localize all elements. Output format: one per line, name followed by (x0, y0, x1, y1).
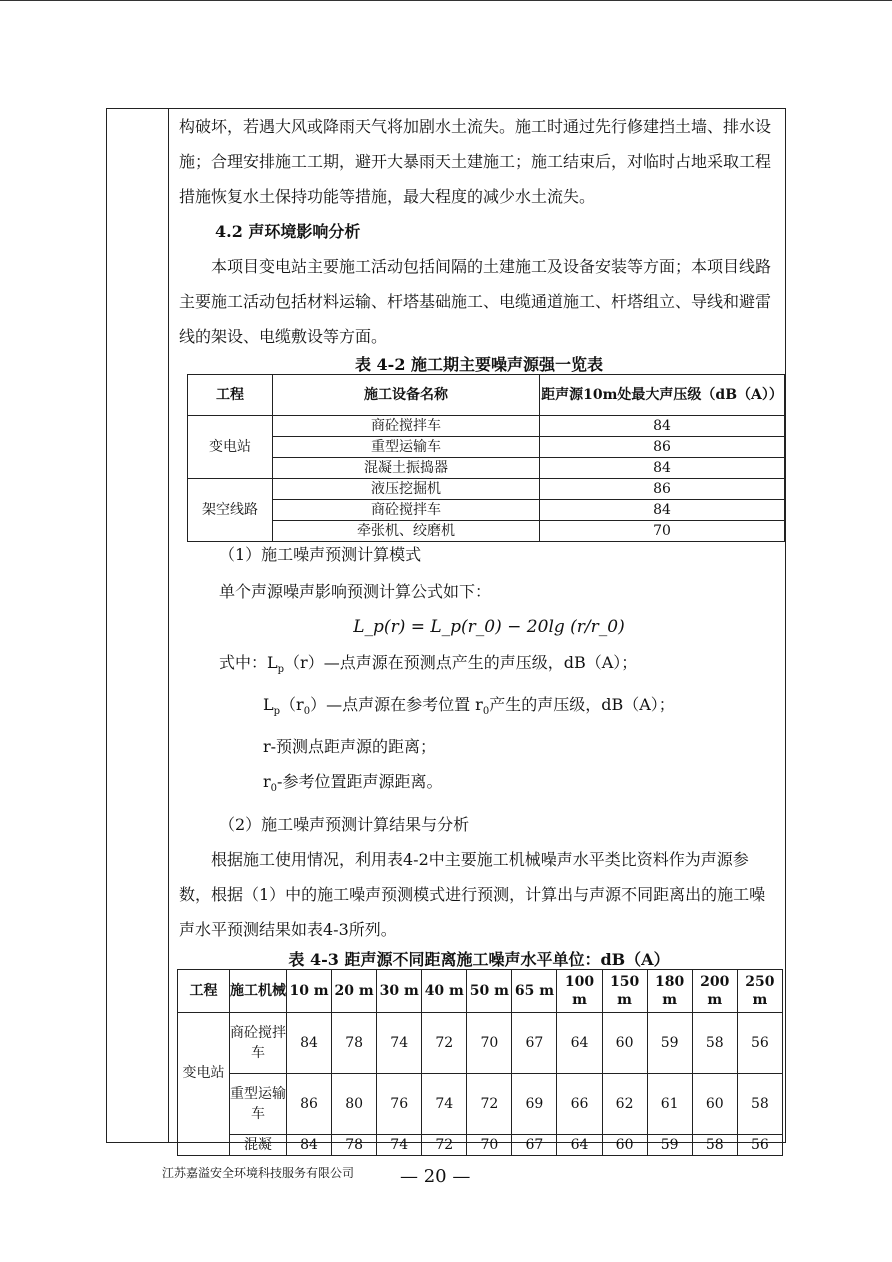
machine-cell: 商砼搅拌车 (230, 1012, 287, 1073)
col-header: 40 m (422, 969, 467, 1012)
col-header: 30 m (377, 969, 422, 1012)
level-cell: 84 (540, 416, 785, 437)
section-heading: 4.2 声环境影响分析 (215, 222, 361, 241)
group-substation: 变电站 (188, 416, 273, 479)
col-header: 65 m (512, 969, 557, 1012)
value-cell: 58 (737, 1073, 782, 1134)
col-header: 50 m (467, 969, 512, 1012)
value-cell: 59 (647, 1134, 692, 1155)
col-header: 工程 (178, 969, 230, 1012)
definition-line-1: 式中：$L_p(r)—$点声源在预测点产生的声压级，dB（A）； (219, 653, 638, 676)
group-substation: 变电站 (178, 1012, 230, 1155)
group-overhead-line: 架空线路 (188, 479, 273, 542)
value-cell: 84 (287, 1134, 332, 1155)
col-header-project: 工程 (188, 375, 273, 416)
value-cell: 56 (737, 1012, 782, 1073)
machine-cell: 重型运输车 (230, 1073, 287, 1134)
col-header: 150 m (602, 969, 647, 1012)
equipment-cell: 液压挖掘机 (273, 479, 540, 500)
definition-line-4: $r_0-$参考位置距声源距离。 (263, 772, 443, 795)
equipment-cell: 牵张机、绞磨机 (273, 521, 540, 542)
level-cell: 70 (540, 521, 785, 542)
formula-intro: 单个声源噪声影响预测计算公式如下： (219, 582, 492, 601)
value-cell: 58 (692, 1134, 737, 1155)
value-cell: 67 (512, 1134, 557, 1155)
top-rule (0, 0, 892, 1)
paragraph-soil-erosion: 构破坏，若遇大风或降雨天气将加剧水土流失。施工时通过先行修建挡土墙、排水设施；合理安排施工工期，避开大暴雨天土建施工；施工结束后，对临时占地采取工程措施恢复水土保持功能等措施，最大程度的减少水土流失。 (179, 117, 772, 206)
left-label-column (107, 109, 169, 1142)
equipment-cell: 商砼搅拌车 (273, 416, 540, 437)
value-cell: 72 (422, 1134, 467, 1155)
value-cell: 84 (287, 1012, 332, 1073)
value-cell: 86 (287, 1073, 332, 1134)
value-cell: 60 (692, 1073, 737, 1134)
value-cell: 70 (467, 1134, 512, 1155)
value-cell: 69 (512, 1073, 557, 1134)
value-cell: 74 (377, 1134, 422, 1155)
paragraph-results: 根据施工使用情况，利用表4-2中主要施工机械噪声水平类比资料作为声源参数，根据（1）中的施工噪声预测模式进行预测，计算出与声源不同距离出的施工噪声水平预测结果如表4-3所列。 (179, 849, 766, 939)
level-cell: 86 (540, 437, 785, 458)
value-cell: 66 (557, 1073, 602, 1134)
col-header-equipment: 施工设备名称 (273, 375, 540, 416)
level-cell: 84 (540, 458, 785, 479)
value-cell: 76 (377, 1073, 422, 1134)
paragraph-construction-activities: 本项目变电站主要施工活动包括间隔的土建施工及设备安装等方面；本项目线路主要施工活动包括材料运输、杆塔基础施工、电缆通道施工、杆塔组立、导线和避雷线的架设、电缆敷设等方面。 (179, 257, 772, 346)
value-cell: 67 (512, 1012, 557, 1073)
col-header: 200 m (692, 969, 737, 1012)
value-cell: 72 (422, 1012, 467, 1073)
value-cell: 72 (467, 1073, 512, 1134)
value-cell: 61 (647, 1073, 692, 1134)
col-header-level: 距声源10m处最大声压级（dB（A）） (540, 375, 785, 416)
footer-company: 江苏嘉溢安全环境科技服务有限公司 (162, 1166, 355, 1180)
table-4-2 (187, 374, 785, 542)
value-cell: 74 (377, 1012, 422, 1073)
subheading-model: （1）施工噪声预测计算模式 (219, 545, 422, 564)
formula-text: L_p(r) = L_p(r_0) − 20lg (r/r_0) (353, 617, 625, 637)
equipment-cell: 重型运输车 (273, 437, 540, 458)
equipment-cell: 商砼搅拌车 (273, 500, 540, 521)
page-number: — 20 — (400, 1166, 471, 1187)
definition-line-2: $L_p(r_0)—$点声源在参考位置 $r_0$产生的声压级，dB（A）； (263, 695, 675, 718)
value-cell: 59 (647, 1012, 692, 1073)
table-4-3-caption: 表 4-3 距声源不同距离施工噪声水平单位：dB（A） (288, 949, 670, 969)
value-cell: 80 (332, 1073, 377, 1134)
formula (179, 609, 779, 645)
table-4-2-caption: 表 4-2 施工期主要噪声源强一览表 (354, 355, 604, 374)
value-cell: 64 (557, 1134, 602, 1155)
value-cell: 58 (692, 1012, 737, 1073)
value-cell: 78 (332, 1012, 377, 1073)
col-header: 10 m (287, 969, 332, 1012)
value-cell: 60 (602, 1012, 647, 1073)
level-cell: 86 (540, 479, 785, 500)
col-header: 250 m (737, 969, 782, 1012)
value-cell: 56 (737, 1134, 782, 1155)
col-header: 施工机械 (230, 969, 287, 1012)
value-cell: 78 (332, 1134, 377, 1155)
col-header: 20 m (332, 969, 377, 1012)
subheading-results: （2）施工噪声预测计算结果与分析 (219, 814, 470, 834)
level-cell: 84 (540, 500, 785, 521)
col-header: 180 m (647, 969, 692, 1012)
definition-line-3: r-预测点距声源的距离； (263, 737, 437, 757)
value-cell: 62 (602, 1073, 647, 1134)
machine-cell: 混凝 (230, 1134, 287, 1155)
page-frame (106, 108, 786, 1153)
value-cell: 70 (467, 1012, 512, 1073)
value-cell: 60 (602, 1134, 647, 1155)
col-header: 100 m (557, 969, 602, 1012)
equipment-cell: 混凝土振捣器 (273, 458, 540, 479)
value-cell: 74 (422, 1073, 467, 1134)
table-4-3 (177, 969, 783, 1156)
content-cell (179, 109, 783, 1156)
value-cell: 64 (557, 1012, 602, 1073)
